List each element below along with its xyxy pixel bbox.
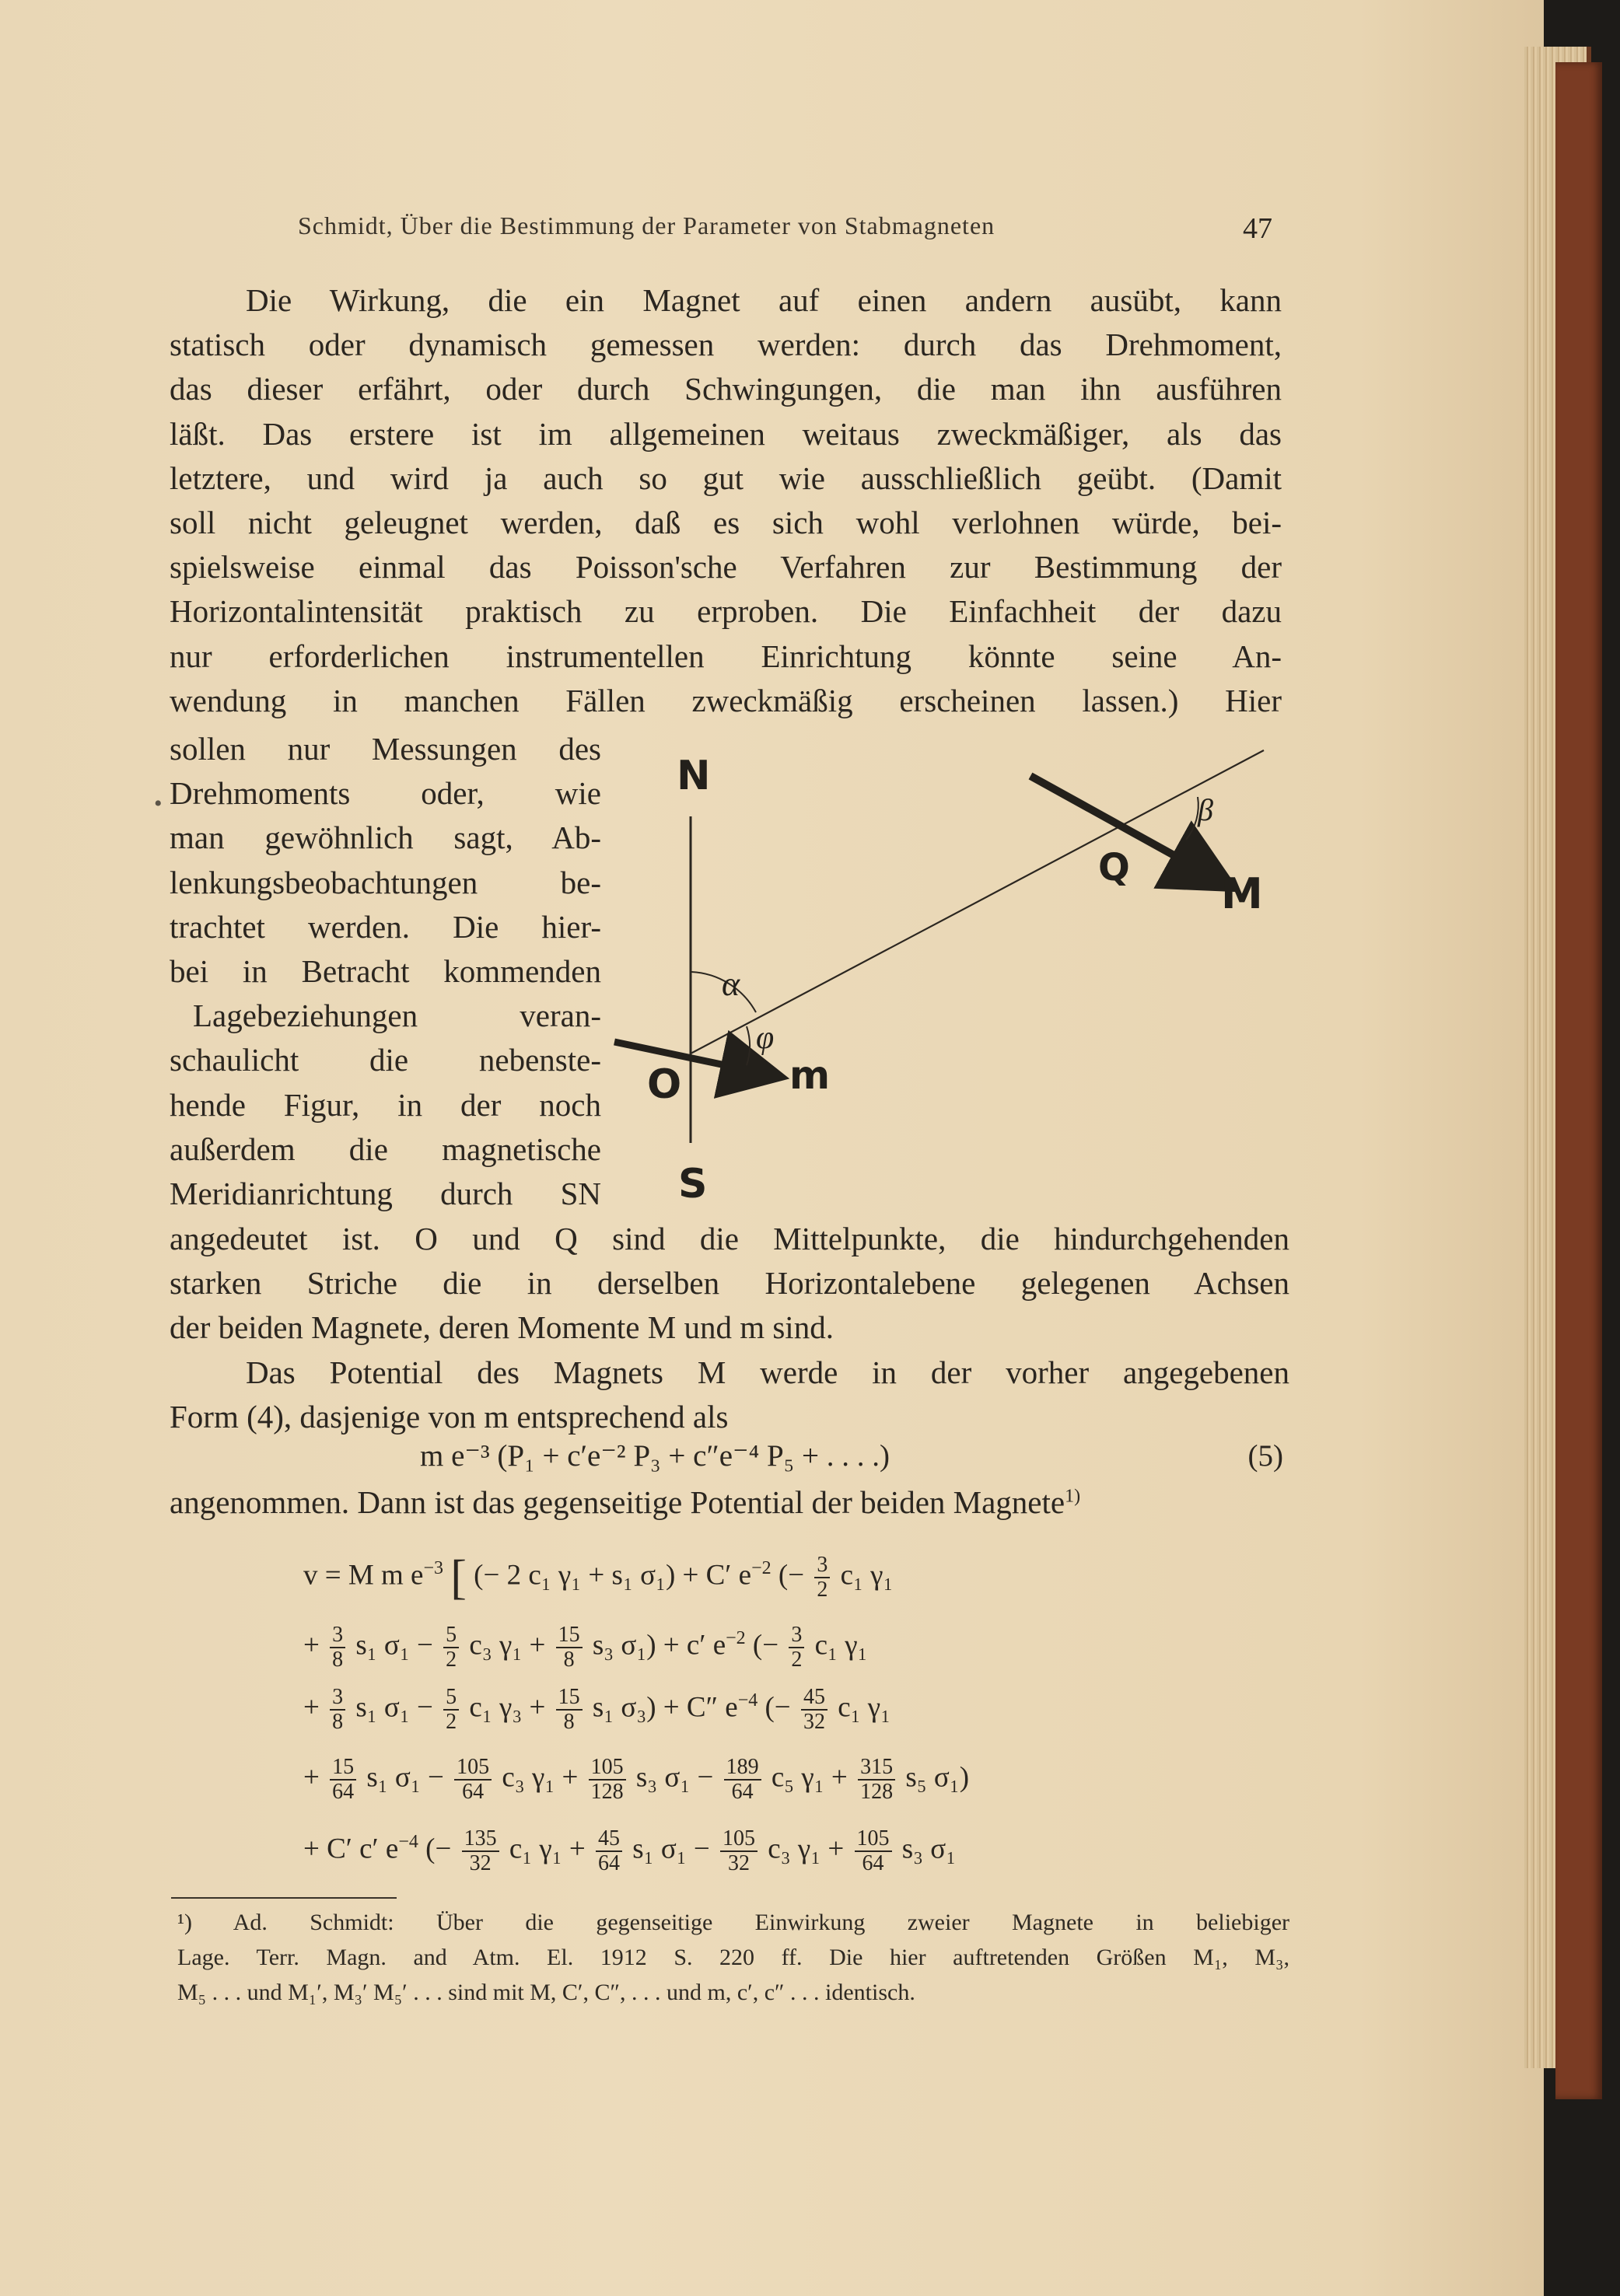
text-line: man gewöhnlich sagt, Ab- <box>170 820 601 856</box>
label-Q: Q <box>1098 846 1130 889</box>
equation-line-2 <box>303 1623 867 1672</box>
eq-fraction <box>801 1686 827 1734</box>
eq-exponent: −3 <box>423 1558 444 1579</box>
denominator: 64 <box>862 1851 884 1875</box>
footnote-ref: 1) <box>1065 1486 1081 1507</box>
footnote-line: Lage. Terr. Magn. and Atm. El. 1912 S. 220 ff. Die hier auftretenden Größen M₁, M₃, <box>177 1945 1289 1970</box>
eq-term: c₁ γ₁ <box>840 1559 894 1592</box>
eq-fraction <box>596 1827 622 1875</box>
footnote <box>177 1905 1289 2010</box>
text-line: nur erforderlichen instrumentellen Einrichtung könnte seine An- <box>170 638 1282 674</box>
side-column-text <box>170 727 601 1216</box>
label-m: m <box>789 1053 831 1098</box>
text-line: Meridianrichtung durch SN <box>170 1176 601 1212</box>
eq-term: s₁ σ₁ − <box>355 1629 433 1662</box>
eq-term: (− <box>778 1559 805 1592</box>
formula-5-expression: m e⁻³ (P₁ + c′e⁻² P₃ + c″e⁻⁴ P₅ + . . . .) <box>420 1439 890 1473</box>
eq-fraction <box>858 1756 895 1804</box>
eq-exponent: −4 <box>398 1832 418 1853</box>
eq-fraction <box>462 1827 499 1875</box>
denominator: 64 <box>598 1851 621 1875</box>
eq-term: s₅ σ₁) <box>905 1761 970 1794</box>
eq-fraction <box>855 1827 892 1875</box>
text-line: bei in Betracht kommenden <box>170 953 601 990</box>
label-O: O <box>647 1061 682 1108</box>
eq-term: c₁ γ₃ + <box>469 1691 546 1724</box>
book-cover <box>1555 62 1602 2099</box>
numerator: 15 <box>330 1756 356 1781</box>
magnet-m-axis <box>614 1042 762 1073</box>
eq-term: + <box>303 1629 320 1662</box>
margin-dot: • <box>154 791 163 816</box>
eq-term: v = M m e <box>303 1559 424 1592</box>
eq-term: c₃ γ₁ + <box>469 1629 546 1662</box>
open-bracket: [ <box>450 1551 467 1604</box>
text-line: sollen nur Messungen des <box>170 731 601 767</box>
label-N: N <box>677 753 711 799</box>
eq-fraction <box>589 1756 626 1804</box>
equation-line-4 <box>303 1756 969 1804</box>
eq-fraction <box>330 1686 345 1734</box>
denominator: 8 <box>332 1648 344 1672</box>
equation-line-3 <box>303 1686 890 1734</box>
text-line: läßt. Das erstere ist im allgemeinen weitaus zweckmäßiger, als das <box>170 415 1282 452</box>
numerator: 135 <box>462 1827 499 1852</box>
eq-exponent: −4 <box>737 1690 758 1711</box>
numerator: 315 <box>858 1756 895 1781</box>
numerator: 45 <box>801 1686 827 1711</box>
denominator: 64 <box>332 1780 355 1804</box>
eq-fraction <box>556 1686 583 1734</box>
eq-fraction <box>720 1827 758 1875</box>
label-alpha: α <box>722 965 740 1003</box>
numerator: 15 <box>556 1623 583 1648</box>
text-line: Lagebeziehungen veran- <box>193 998 601 1034</box>
denominator: 128 <box>860 1780 894 1804</box>
denominator: 2 <box>791 1648 803 1672</box>
text-line: statisch oder dynamisch gemessen werden: durch das Drehmoment, <box>170 327 1282 363</box>
denominator: 32 <box>803 1710 825 1734</box>
eq-term: (− <box>752 1629 779 1662</box>
denominator: 64 <box>731 1780 754 1804</box>
text-line: schaulicht die nebenste- <box>170 1042 601 1078</box>
numerator: 3 <box>330 1623 345 1648</box>
text-line: Das Potential des Magnets M werde in der vorher angegebenen <box>246 1354 1289 1390</box>
running-header: Schmidt, Über die Bestimmung der Parameter von Stabmagneten <box>298 211 995 239</box>
eq-term: c₁ γ₁ <box>814 1629 868 1662</box>
text-line: der beiden Magnete, deren Momente M und m sind. <box>170 1309 834 1346</box>
eq-term: c₃ γ₁ + <box>768 1833 845 1865</box>
eq-fraction <box>330 1623 345 1672</box>
paragraph-after-formula <box>170 1483 1289 1521</box>
numerator: 15 <box>556 1686 583 1711</box>
eq-term: c₅ γ₁ + <box>771 1761 848 1794</box>
eq-exponent: −2 <box>726 1628 746 1649</box>
numerator: 5 <box>443 1686 459 1711</box>
label-beta: β <box>1198 792 1213 827</box>
text-line: starken Striche die in derselben Horizontalebene gelegenen Achsen <box>170 1265 1289 1302</box>
label-phi: φ <box>756 1020 775 1056</box>
eq-term: c₁ γ₁ <box>838 1691 891 1724</box>
eq-term: s₁ σ₁ − <box>632 1833 710 1865</box>
numerator: 105 <box>454 1756 492 1781</box>
denominator: 8 <box>563 1710 575 1734</box>
eq-term: + <box>303 1691 320 1724</box>
footnote-line: ¹) Ad. Schmidt: Über die gegenseitige Einwirkung zweier Magnete in beliebiger <box>177 1910 1289 1935</box>
numerator: 3 <box>814 1553 830 1578</box>
denominator: 32 <box>469 1851 492 1875</box>
eq-term: s₃ σ₁) + c′ e <box>592 1629 726 1662</box>
magnet-diagram <box>607 739 1291 1205</box>
text-line: spielsweise einmal das Poisson'sche Verfahren zur Bestimmung der <box>170 549 1282 585</box>
paragraph-after-figure <box>170 1217 1289 1439</box>
eq-fraction <box>454 1756 492 1804</box>
text-line: Horizontalintensität praktisch zu erproben. Die Einfachheit der dazu <box>170 593 1282 630</box>
denominator: 32 <box>728 1851 751 1875</box>
footnote-line: M₅ . . . und M₁′, M₃′ M₅′ . . . sind mit M, C′, C″, . . . und m, c′, c″ . . . identisch. <box>177 1980 915 2005</box>
eq-fraction <box>789 1623 804 1672</box>
text-line: das dieser erfährt, oder durch Schwingungen, die man ihn ausführen <box>170 371 1282 407</box>
numerator: 5 <box>443 1623 459 1648</box>
eq-fraction <box>724 1756 761 1804</box>
eq-fraction <box>443 1623 459 1672</box>
text-line: angedeutet ist. O und Q sind die Mittelpunkte, die hindurchgehenden <box>170 1221 1289 1256</box>
eq-term: c₁ γ₁ + <box>509 1833 586 1865</box>
eq-term: (− <box>765 1691 791 1724</box>
paragraph-1 <box>170 278 1282 723</box>
label-S: S <box>678 1161 708 1205</box>
text-line: lenkungsbeobachtungen be- <box>170 864 601 900</box>
numerator: 105 <box>720 1827 758 1852</box>
formula-5-number: (5) <box>1247 1439 1283 1473</box>
numerator: 105 <box>589 1756 626 1781</box>
numerator: 105 <box>855 1827 892 1852</box>
eq-term: + <box>303 1761 320 1794</box>
text-line: letztere, und wird ja auch so gut wie ausschließlich geübt. (Damit <box>170 460 1282 496</box>
equation-line-5 <box>303 1827 956 1875</box>
text-line: angenommen. Dann ist das gegenseitige Potential der beiden Magnete <box>170 1484 1065 1520</box>
denominator: 8 <box>332 1710 344 1734</box>
denominator: 8 <box>563 1648 575 1672</box>
eq-exponent: −2 <box>751 1558 772 1579</box>
eq-term: + C′ c′ e <box>303 1833 399 1865</box>
footnote-rule <box>171 1897 397 1899</box>
eq-fraction <box>443 1686 459 1734</box>
eq-term: (− 2 c₁ γ₁ + s₁ σ₁) + C′ e <box>474 1559 752 1592</box>
numerator: 3 <box>789 1623 804 1648</box>
eq-fraction <box>814 1553 830 1602</box>
eq-fraction <box>330 1756 356 1804</box>
eq-term: s₃ σ₁ <box>901 1833 957 1865</box>
text-line: soll nicht geleugnet werden, daß es sich wohl verlohnen würde, bei- <box>170 505 1282 541</box>
text-line: wendung in manchen Fällen zweckmäßig erscheinen lassen.) Hier <box>170 682 1282 718</box>
eq-term: c₃ γ₁ + <box>502 1761 579 1794</box>
eq-term: (− <box>425 1833 452 1865</box>
beta-arc <box>1186 797 1198 840</box>
formula-5 <box>420 1438 1283 1473</box>
text-line: Form (4), dasjenige von m entsprechend als <box>170 1398 729 1435</box>
eq-fraction <box>556 1623 583 1672</box>
text-line: Drehmoments oder, wie <box>170 775 601 812</box>
denominator: 128 <box>590 1780 624 1804</box>
eq-term: s₁ σ₁ − <box>366 1761 444 1794</box>
page-number: 47 <box>1243 212 1272 245</box>
eq-term: s₁ σ₁ − <box>355 1691 433 1724</box>
eq-term: s₃ σ₁ − <box>635 1761 714 1794</box>
connecting-line <box>691 750 1264 1054</box>
phi-arc <box>747 1026 750 1065</box>
text-line: trachtet werden. Die hier- <box>170 908 601 945</box>
numerator: 45 <box>596 1827 622 1852</box>
text-line: hende Figur, in der noch <box>170 1086 601 1123</box>
denominator: 2 <box>817 1578 828 1602</box>
numerator: 3 <box>330 1686 345 1711</box>
eq-term: s₁ σ₃) + C″ e <box>592 1691 738 1724</box>
denominator: 2 <box>446 1648 457 1672</box>
equation-line-1 <box>303 1553 893 1602</box>
text-line: außerdem die magnetische <box>170 1131 601 1167</box>
denominator: 2 <box>446 1710 457 1734</box>
label-M: M <box>1221 869 1263 918</box>
denominator: 64 <box>462 1780 485 1804</box>
text-line: Die Wirkung, die ein Magnet auf einen andern ausübt, kann <box>246 282 1282 318</box>
numerator: 189 <box>724 1756 761 1781</box>
